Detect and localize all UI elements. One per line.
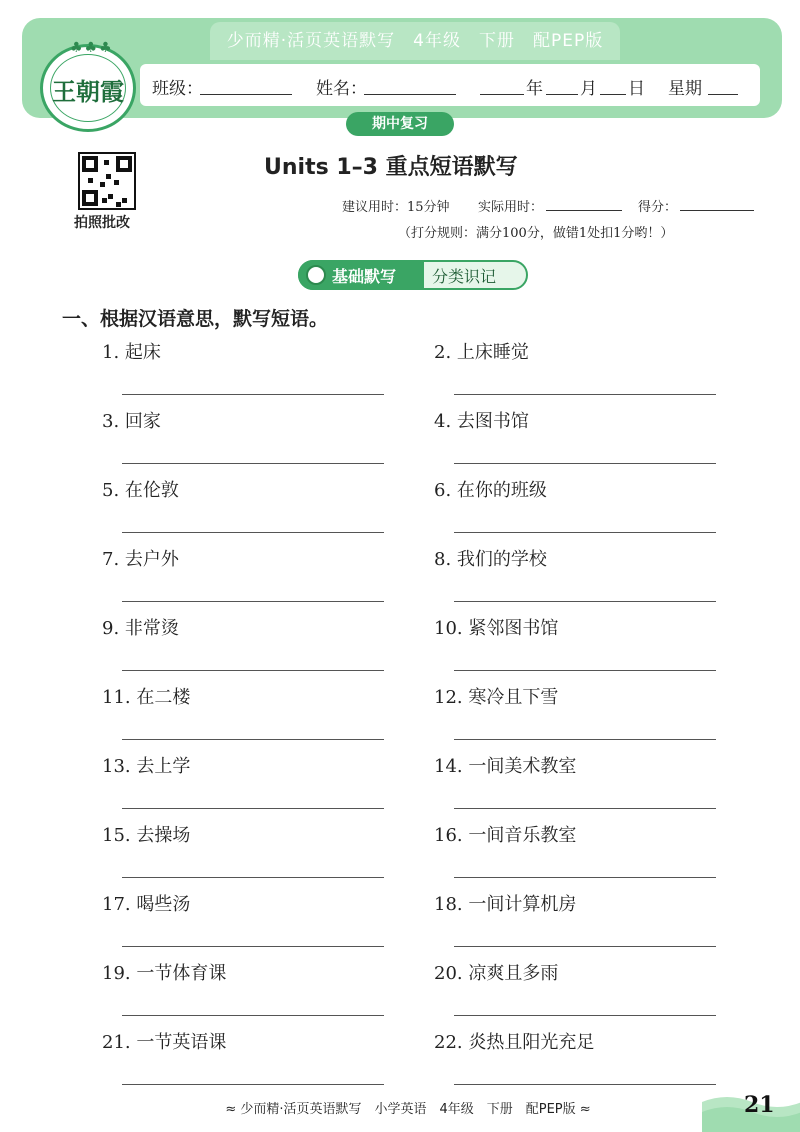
sub-section-left: 基础默写 — [332, 267, 397, 286]
item-label: 22. 炎热且阳光充足 — [434, 1032, 595, 1053]
answer-line[interactable] — [454, 1015, 716, 1016]
item-label: 11. 在二楼 — [102, 687, 191, 708]
answer-line[interactable] — [122, 601, 384, 602]
instruction: 一、根据汉语意思，默写短语。 — [62, 308, 329, 330]
item-label: 19. 一节体育课 — [102, 963, 227, 984]
logo-text: 王朝霞 — [52, 77, 124, 106]
year-label: 年 — [526, 79, 543, 99]
name-label: 姓名： — [316, 79, 367, 99]
qr-dot — [100, 182, 105, 187]
qr-dot — [116, 202, 121, 207]
qr-corner — [82, 190, 98, 206]
answer-line[interactable] — [454, 739, 716, 740]
item-label: 5. 在伦敦 — [102, 480, 179, 501]
crown-icon: ♣♣♣ — [70, 40, 114, 56]
answer-line[interactable] — [122, 1015, 384, 1016]
qr-dot — [104, 160, 109, 165]
qr-code[interactable] — [78, 152, 136, 210]
scoring-rule: （打分规则：满分100分，做错1处扣1分哟！） — [398, 226, 674, 241]
page-number: 21 — [744, 1092, 775, 1118]
answer-line[interactable] — [122, 808, 384, 809]
answer-line[interactable] — [454, 877, 716, 878]
item-label: 18. 一间计算机房 — [434, 894, 577, 915]
answer-line[interactable] — [122, 1084, 384, 1085]
item-label: 9. 非常烫 — [102, 618, 179, 639]
item-label: 6. 在你的班级 — [434, 480, 547, 501]
qr-label: 拍照批改 — [74, 215, 130, 231]
answer-line[interactable] — [122, 670, 384, 671]
item-label: 2. 上床睡觉 — [434, 342, 529, 363]
answer-line[interactable] — [122, 532, 384, 533]
answer-line[interactable] — [454, 946, 716, 947]
item-label: 16. 一间音乐教室 — [434, 825, 577, 846]
item-label: 1. 起床 — [102, 342, 161, 363]
answer-line[interactable] — [454, 532, 716, 533]
item-label: 17. 喝些汤 — [102, 894, 191, 915]
qr-dot — [122, 198, 127, 203]
qr-dot — [102, 198, 107, 203]
page-title: Units 1–3 重点短语默写 — [264, 155, 518, 180]
answer-line[interactable] — [454, 463, 716, 464]
answer-line[interactable] — [454, 670, 716, 671]
qr-dot — [108, 194, 113, 199]
item-label: 4. 去图书馆 — [434, 411, 529, 432]
item-label: 13. 去上学 — [102, 756, 191, 777]
header — [0, 0, 800, 140]
name-blank[interactable] — [364, 94, 456, 95]
item-label: 12. 寒冷且下雪 — [434, 687, 559, 708]
qr-dot — [88, 178, 93, 183]
qr-corner — [82, 156, 98, 172]
item-label: 7. 去户外 — [102, 549, 179, 570]
suggested-time: 建议用时：15分钟 — [342, 200, 450, 215]
section-badge: 期中复习 — [346, 112, 454, 136]
year-blank[interactable] — [480, 94, 524, 95]
medal-icon — [306, 265, 326, 285]
day-label: 日 — [628, 79, 645, 99]
item-label: 15. 去操场 — [102, 825, 191, 846]
answer-line[interactable] — [122, 739, 384, 740]
answer-line[interactable] — [122, 946, 384, 947]
month-blank[interactable] — [546, 94, 578, 95]
class-blank[interactable] — [200, 94, 292, 95]
answer-line[interactable] — [122, 877, 384, 878]
footer-text: ≈ 少而精·活页英语默写 小学英语 4年级 下册 配PEP版 ≈ — [225, 1102, 591, 1117]
item-label: 21. 一节英语课 — [102, 1032, 227, 1053]
item-label: 20. 凉爽且多雨 — [434, 963, 559, 984]
actual-time-blank[interactable] — [546, 210, 622, 211]
answer-line[interactable] — [454, 1084, 716, 1085]
answer-line[interactable] — [122, 463, 384, 464]
actual-time-label: 实际用时： — [478, 200, 544, 215]
item-label: 3. 回家 — [102, 411, 161, 432]
sub-section-right: 分类识记 — [432, 267, 497, 286]
qr-dot — [114, 180, 119, 185]
class-label: 班级： — [152, 79, 203, 99]
answer-line[interactable] — [454, 808, 716, 809]
item-label: 8. 我们的学校 — [434, 549, 547, 570]
day-blank[interactable] — [600, 94, 626, 95]
score-label: 得分： — [638, 200, 678, 215]
info-bar — [140, 64, 760, 106]
qr-corner — [116, 156, 132, 172]
qr-dot — [106, 174, 111, 179]
series-title: 少而精·活页英语默写 4年级 下册 配PEP版 — [226, 31, 604, 51]
answer-line[interactable] — [122, 394, 384, 395]
item-label: 14. 一间美术教室 — [434, 756, 577, 777]
weekday-label: 星期 — [668, 79, 702, 99]
score-blank[interactable] — [680, 210, 754, 211]
answer-line[interactable] — [454, 394, 716, 395]
weekday-blank[interactable] — [708, 94, 738, 95]
month-label: 月 — [580, 79, 597, 99]
item-label: 10. 紧邻图书馆 — [434, 618, 559, 639]
answer-line[interactable] — [454, 601, 716, 602]
